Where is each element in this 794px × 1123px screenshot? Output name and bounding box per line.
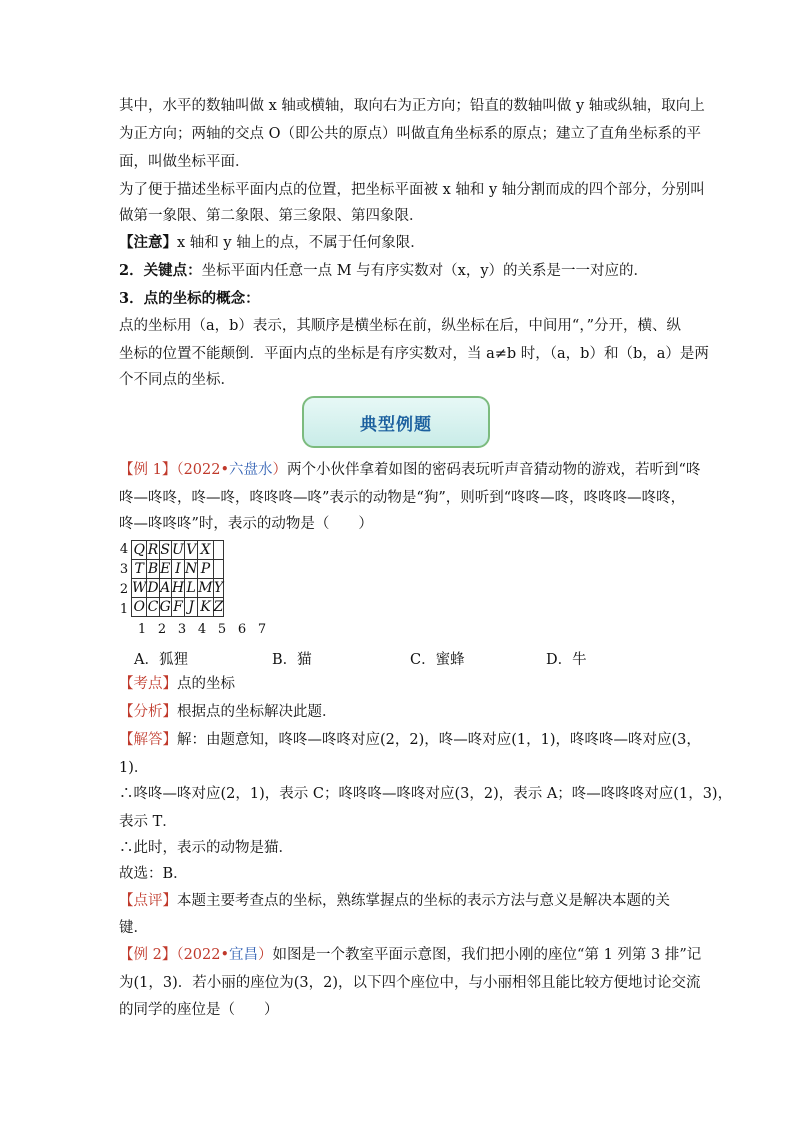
grid-y-label: 2 xyxy=(119,582,129,597)
grid-x-label: 5 xyxy=(217,622,227,637)
intro-line-4: 为了便于描述坐标平面内点的位置，把坐标平面被 x 轴和 y 轴分割而成的四个部分，分别叫 xyxy=(119,182,705,198)
example-2-source: 宜昌 xyxy=(229,947,259,963)
grid-y-label: 4 xyxy=(119,542,129,557)
jieda-line-3: ∴咚咚—咚对应(2，1)，表示 C；咚咚咚—咚咚对应(3，2)，表示 A；咚—咚咚咚对应(1，3)， xyxy=(119,786,733,802)
cipher-cell: I xyxy=(171,560,184,579)
note-line xyxy=(119,233,699,253)
grid-x-label: 2 xyxy=(157,622,167,637)
cipher-cell: H xyxy=(171,580,185,596)
cipher-cell: P xyxy=(198,560,213,579)
key-point-heading: 2．关键点： xyxy=(119,262,202,279)
cipher-cell: A xyxy=(160,580,171,596)
cipher-cell: X xyxy=(198,541,213,560)
grid-y-label: 3 xyxy=(119,562,129,577)
cipher-row xyxy=(132,598,224,617)
cipher-cell: M xyxy=(198,580,213,596)
cipher-table xyxy=(131,540,224,617)
example-2-tag-close: ） xyxy=(258,947,273,963)
section-title-box xyxy=(302,396,490,448)
cipher-cell: G xyxy=(159,599,171,615)
jieda-text-1: 解：由题意知，咚咚—咚咚对应(2，2)，咚—咚对应(1，1)，咚咚咚—咚对应(3， xyxy=(177,732,701,748)
intro-line-1: 其中，水平的数轴叫做 x 轴或横轴，取向右为正方向；铅直的数轴叫做 y 轴或纵轴，取向上 xyxy=(119,98,705,114)
grid-x-label: 3 xyxy=(177,622,187,637)
grid-x-label: 6 xyxy=(237,622,247,637)
cipher-cell: R xyxy=(147,542,159,558)
intro-line-2: 为正方向；两轴的交点 O（即公共的原点）叫做直角坐标系的原点；建立了直角坐标系的平 xyxy=(119,126,701,142)
cipher-cell xyxy=(213,560,224,579)
cipher-cell: Z xyxy=(213,599,224,615)
example-2-tag-open: 【例 2】（2022• xyxy=(119,947,230,963)
section-title: 典型例题 xyxy=(360,414,432,435)
example-1-tag-close: ） xyxy=(272,462,288,478)
jieda-tag: 【解答】 xyxy=(119,732,177,748)
example-1-source: 六盘水 xyxy=(229,462,273,478)
intro-line-3: 面，叫做坐标平面． xyxy=(119,154,250,170)
concept-heading: 3．点的坐标的概念： xyxy=(119,290,260,307)
jieda-line-5: ∴此时，表示的动物是猫． xyxy=(119,840,293,856)
cipher-cell: Q xyxy=(133,542,145,558)
key-point-line xyxy=(119,261,699,281)
example-1-question-3: 咚—咚咚咚”时，表示的动物是（ ） xyxy=(119,516,373,532)
concept-line-3: 个不同点的坐标． xyxy=(119,372,235,388)
cipher-cell: W xyxy=(132,580,147,596)
option-c: C．蜜蜂 xyxy=(410,652,465,668)
cipher-cell: D xyxy=(147,580,159,596)
grid-y-label: 1 xyxy=(119,602,129,617)
cipher-cell: V xyxy=(186,542,197,558)
cipher-row xyxy=(132,560,224,579)
cipher-cell: L xyxy=(186,580,196,596)
example-1-question-2: 咚—咚咚，咚—咚，咚咚咚—咚”表示的动物是“狗”，则听到“咚咚—咚，咚咚咚—咚咚， xyxy=(119,490,686,506)
concept-line-1: 点的坐标用（a，b）表示，其顺序是横坐标在前，纵坐标在后，中间用“，”分开，横、纵 xyxy=(119,318,681,334)
example-1-line-1 xyxy=(119,460,699,480)
intro-line-5: 做第一象限、第二象限、第三象限、第四象限． xyxy=(119,208,424,224)
cipher-cell: O xyxy=(133,599,145,615)
fenxi-text: 根据点的坐标解决此题． xyxy=(177,704,337,720)
option-b: B．猫 xyxy=(272,652,312,668)
grid-x-label: 1 xyxy=(137,622,147,637)
kaodian-line xyxy=(119,674,699,694)
cipher-cell: C xyxy=(147,599,159,615)
example-1-tag-open: 【例 1】（2022• xyxy=(119,462,230,478)
cipher-cell: J xyxy=(185,598,198,617)
example-2-question-3: 的同学的座位是（ ） xyxy=(119,1002,279,1018)
cipher-cell: F xyxy=(173,599,183,615)
cipher-row xyxy=(132,579,224,598)
option-d: D．牛 xyxy=(546,652,587,668)
example-1-question-1: 两个小伙伴拿着如图的密码表玩听声音猜动物的游戏，若听到“咚 xyxy=(287,462,701,478)
concept-line-2: 坐标的位置不能颠倒．平面内点的坐标是有序实数对，当 a≠b 时，（a，b）和（b，a）是两 xyxy=(119,346,709,362)
dianping-tag: 【点评】 xyxy=(119,893,177,909)
kaodian-tag: 【考点】 xyxy=(119,676,177,692)
grid-x-label: 7 xyxy=(257,622,267,637)
dianping-line-2: 键． xyxy=(119,920,148,936)
option-a: A．狐狸 xyxy=(134,652,188,668)
note-tag: 【注意】 xyxy=(119,234,177,251)
fenxi-line xyxy=(119,702,699,722)
cipher-cell: E xyxy=(160,561,171,577)
dianping-line-1 xyxy=(119,891,699,911)
kaodian-text: 点的坐标 xyxy=(177,676,235,692)
note-text: x 轴和 y 轴上的点，不属于任何象限． xyxy=(177,235,425,251)
jieda-line-2: 1)． xyxy=(119,760,149,776)
jieda-line-1 xyxy=(119,730,699,750)
cipher-cell: N xyxy=(185,561,198,577)
jieda-line-4: 表示 T． xyxy=(119,814,177,830)
example-2-question-2: 为(1，3)．若小丽的座位为(3，2)，以下四个座位中，与小丽相邻且能比较方便地讨论交流 xyxy=(119,975,701,991)
cipher-cell: K xyxy=(198,598,213,617)
jieda-line-6: 故选：B． xyxy=(119,866,188,882)
cipher-cell: S xyxy=(160,542,171,558)
cipher-cell xyxy=(213,541,224,560)
cipher-row xyxy=(132,541,224,560)
fenxi-tag: 【分析】 xyxy=(119,704,177,720)
key-point-text: 坐标平面内任意一点 M 与有序实数对（x，y）的关系是一一对应的． xyxy=(201,263,649,279)
cipher-cell: U xyxy=(172,542,184,558)
cipher-cell: Y xyxy=(213,580,224,596)
grid-x-label: 4 xyxy=(197,622,207,637)
cipher-cell: B xyxy=(147,561,159,577)
dianping-text-1: 本题主要考查点的坐标，熟练掌握点的坐标的表示方法与意义是解决本题的关 xyxy=(177,893,670,909)
example-2-line-1 xyxy=(119,945,702,965)
cipher-cell: T xyxy=(132,560,147,579)
example-2-question-1: 如图是一个教室平面示意图，我们把小刚的座位“第 1 列第 3 排”记 xyxy=(272,947,702,963)
